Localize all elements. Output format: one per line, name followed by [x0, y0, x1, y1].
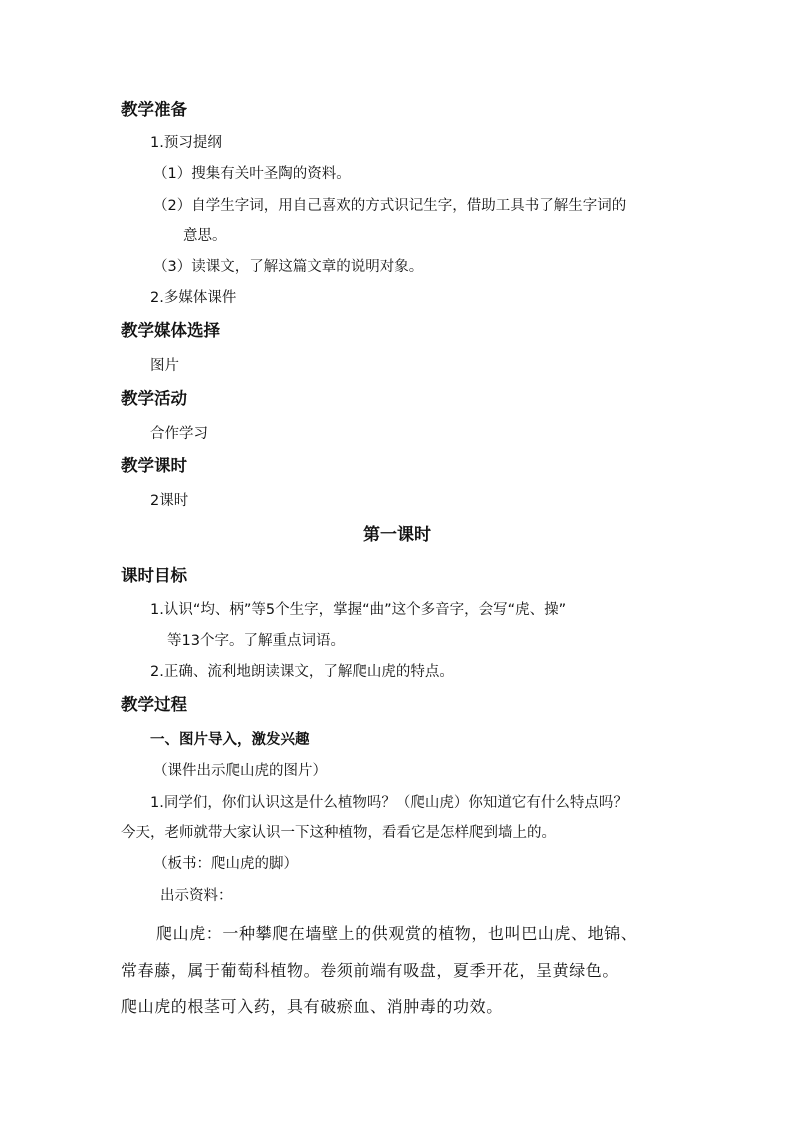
heading-media: 教学媒体选择	[121, 321, 220, 340]
media-text: 图片	[150, 358, 179, 374]
heading-activity: 教学活动	[121, 389, 187, 408]
goal-2: 2.正确、流利地朗读课文，了解爬山虎的特点。	[150, 664, 454, 680]
activity-text: 合作学习	[150, 426, 208, 442]
heading-hours: 教学课时	[121, 456, 187, 475]
goal-1a: 1.认识“均、柄”等5个生字，掌握“曲”这个多音字，会写“虎、操”	[150, 602, 567, 618]
process-note-2: （板书：爬山虎的脚）	[153, 856, 298, 872]
material-label: 出示资料：	[160, 888, 233, 904]
prep-sub-2b: 意思。	[183, 228, 227, 244]
lesson-title: 第一课时	[363, 525, 431, 545]
process-note-1: （课件出示爬山虎的图片）	[153, 763, 327, 779]
heading-goals: 课时目标	[121, 566, 187, 585]
process-para-1b: 今天，老师就带大家认识一下这种植物，看看它是怎样爬到墙上的。	[121, 825, 556, 841]
prep-sub-1: （1）搜集有关叶圣陶的资料。	[153, 166, 351, 182]
material-line-3: 爬山虎的根茎可入药，具有破瘀血、消肿毒的功效。	[121, 997, 503, 1016]
prep-sub-3: （3）读课文，了解这篇文章的说明对象。	[153, 259, 424, 275]
process-para-1a: 1.同学们，你们认识这是什么植物吗？（爬山虎）你知道它有什么特点吗？	[150, 795, 628, 811]
material-line-2: 常春藤，属于葡萄科植物。卷须前端有吸盘，夏季开花，呈黄绿色。	[121, 961, 620, 980]
material-line-1: 爬山虎：一种攀爬在墙壁上的供观赏的植物，也叫巴山虎、地锦、	[156, 924, 638, 943]
heading-teaching-prep: 教学准备	[121, 100, 187, 119]
prep-item-2: 2.多媒体课件	[150, 290, 237, 306]
hours-text: 2课时	[150, 493, 189, 509]
heading-process: 教学过程	[121, 695, 187, 714]
prep-sub-2a: （2）自学生字词，用自己喜欢的方式识记生字，借助工具书了解生字词的	[153, 198, 627, 214]
process-step-1: 一、图片导入，激发兴趣	[150, 732, 310, 748]
goal-1b: 等13个字。了解重点词语。	[167, 633, 345, 649]
prep-item-1: 1.预习提纲	[150, 135, 222, 151]
